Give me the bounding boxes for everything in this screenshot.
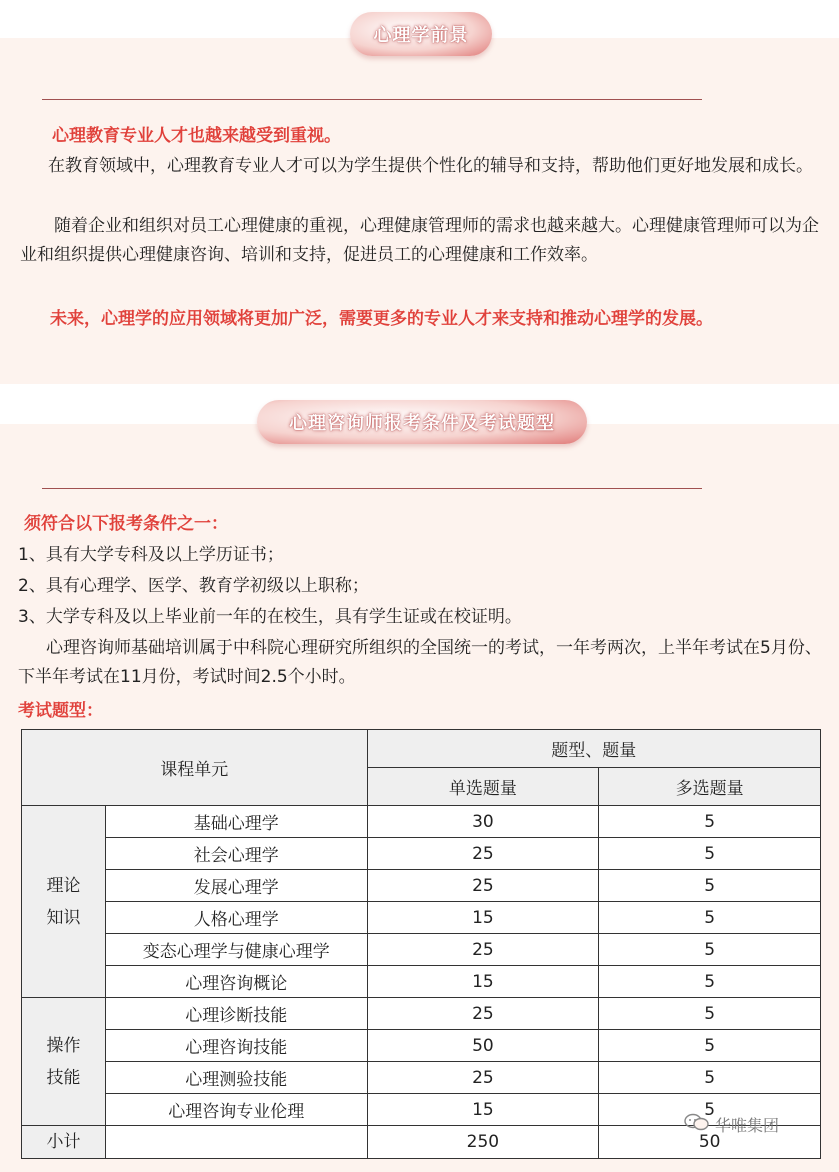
single-count-cell: 25 — [367, 870, 599, 902]
multi-count-cell: 5 — [599, 838, 821, 870]
subject-cell: 人格心理学 — [105, 902, 367, 934]
single-count-cell: 25 — [367, 1062, 599, 1094]
watermark-text: 华唯集团 — [715, 1115, 780, 1135]
requirement-item: 2、具有心理学、医学、教育学初级以上职称； — [18, 576, 369, 596]
wechat-icon — [683, 1112, 711, 1136]
multi-count-cell: 5 — [599, 934, 821, 966]
table-row — [22, 1062, 821, 1094]
divider-line — [42, 99, 702, 100]
single-count-cell: 15 — [367, 966, 599, 998]
conclusion-future: 未来，心理学的应用领域将更加广泛，需要更多的专业人才来支持和推动心理学的发展。 — [50, 309, 713, 329]
divider-line — [42, 488, 702, 489]
subject-cell: 心理测验技能 — [105, 1062, 367, 1094]
single-count-cell: 50 — [367, 1030, 599, 1062]
section-title-exam: 心理咨询师报考条件及考试题型 — [257, 400, 587, 444]
paragraph-enterprise: 随着企业和组织对员工心理健康的重视，心理健康管理师的需求也越来越大。心理健康管理师可以为企业和组织提供心理健康咨询、培训和支持，促进员工的心理健康和工作效率。 — [20, 216, 819, 265]
single-count-cell: 25 — [367, 838, 599, 870]
table-row — [22, 1030, 821, 1062]
header-type-count: 题型、题量 — [367, 730, 820, 768]
table-row — [22, 902, 821, 934]
heading-talent-valued: 心理教育专业人才也越来越受到重视。 — [52, 126, 341, 146]
subtotal-empty-cell — [105, 1126, 367, 1159]
multi-count-cell: 5 — [599, 1030, 821, 1062]
subject-cell: 心理诊断技能 — [105, 998, 367, 1030]
subject-cell: 变态心理学与健康心理学 — [105, 934, 367, 966]
multi-count-cell: 5 — [599, 966, 821, 998]
group-skills: 操作 技能 — [22, 998, 106, 1126]
table-row — [22, 966, 821, 998]
single-count-cell: 15 — [367, 1094, 599, 1126]
subtotal-multi: 50 — [599, 1126, 821, 1159]
exam-description: 心理咨询师基础培训属于中科院心理研究所组织的全国统一的考试，一年考两次，上半年考试在5月份、下半年考试在11月份，考试时间2.5个小时。 — [18, 638, 822, 687]
heading-requirements: 须符合以下报考条件之一： — [24, 514, 228, 534]
subject-cell: 基础心理学 — [105, 806, 367, 838]
multi-count-cell: 5 — [599, 1062, 821, 1094]
single-count-cell: 25 — [367, 998, 599, 1030]
subtotal-label: 小计 — [22, 1126, 106, 1159]
multi-count-cell: 5 — [599, 806, 821, 838]
subject-cell: 心理咨询专业伦理 — [105, 1094, 367, 1126]
single-count-cell: 15 — [367, 902, 599, 934]
multi-count-cell: 5 — [599, 1094, 821, 1126]
exam-table — [21, 729, 821, 1159]
table-row — [22, 870, 821, 902]
paragraph-education: 在教育领域中，心理教育专业人才可以为学生提供个性化的辅导和支持，帮助他们更好地发展和成长。 — [48, 156, 813, 176]
subject-cell: 心理咨询技能 — [105, 1030, 367, 1062]
table-row — [22, 806, 821, 838]
table-row — [22, 838, 821, 870]
section-title-future: 心理学前景 — [350, 12, 492, 56]
heading-exam-types: 考试题型： — [18, 701, 103, 721]
subject-cell: 心理咨询概论 — [105, 966, 367, 998]
subject-cell: 发展心理学 — [105, 870, 367, 902]
header-multi-choice: 多选题量 — [599, 768, 821, 806]
header-single-choice: 单选题量 — [367, 768, 599, 806]
multi-count-cell: 5 — [599, 870, 821, 902]
single-count-cell: 25 — [367, 934, 599, 966]
single-count-cell: 30 — [367, 806, 599, 838]
header-course-unit: 课程单元 — [22, 730, 368, 806]
requirement-item: 1、具有大学专科及以上学历证书； — [18, 545, 284, 565]
multi-count-cell: 5 — [599, 902, 821, 934]
multi-count-cell: 5 — [599, 998, 821, 1030]
table-row — [22, 934, 821, 966]
subject-cell: 社会心理学 — [105, 838, 367, 870]
watermark — [683, 1112, 779, 1136]
subtotal-single: 250 — [367, 1126, 599, 1159]
table-row — [22, 998, 821, 1030]
group-theory: 理论 知识 — [22, 806, 106, 998]
requirement-item: 3、大学专科及以上毕业前一年的在校生，具有学生证或在校证明。 — [18, 607, 522, 627]
